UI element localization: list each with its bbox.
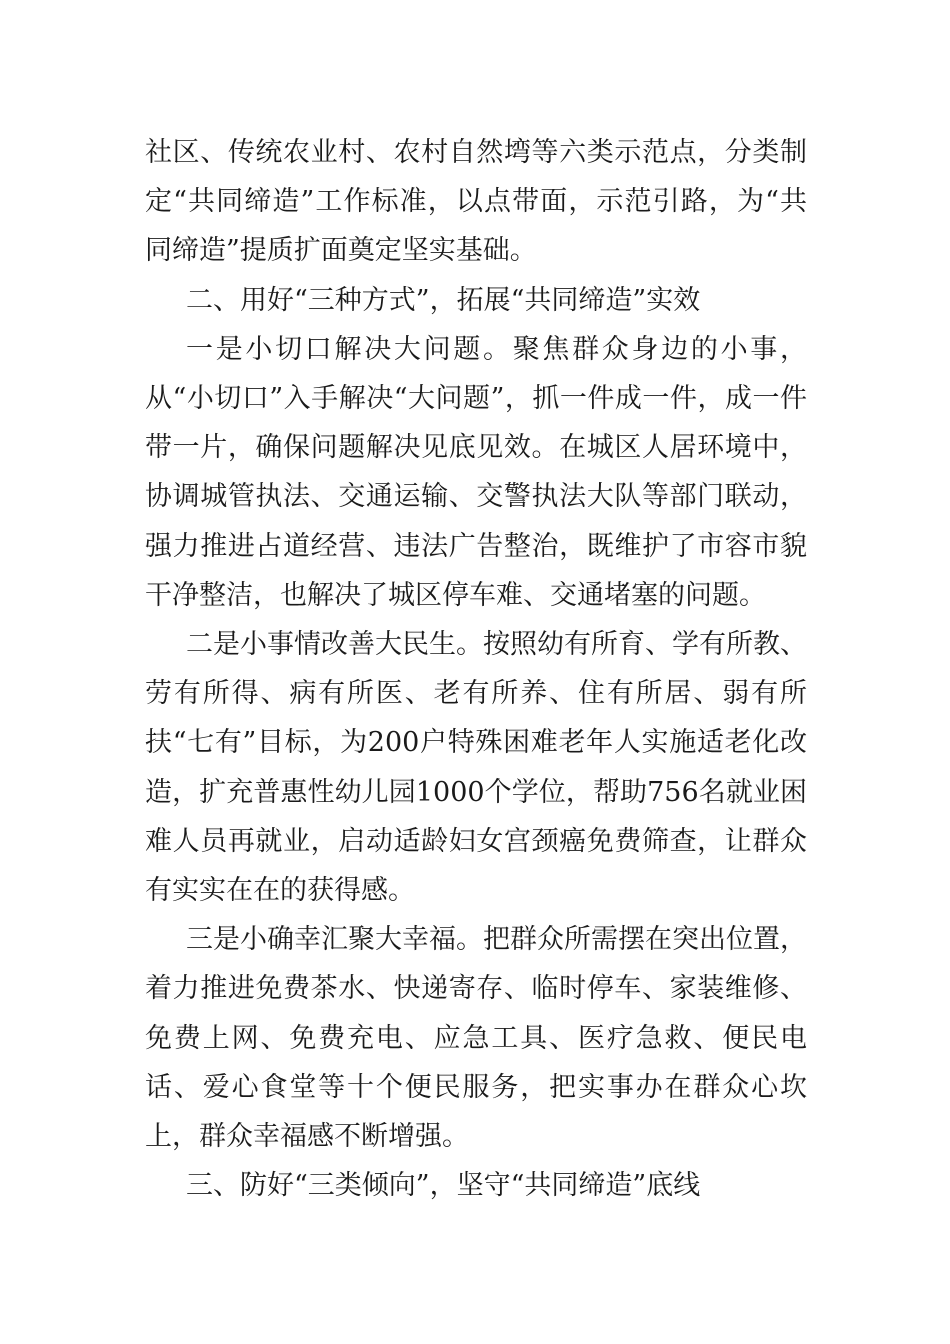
paragraph-point-one: 一是小切口解决大问题。聚焦群众身边的小事，从“小切口”入手解决“大问题”，抓一件成一件，成一件带一片，确保问题解决见底见效。在城区人居环境中，协调城管执法、交通运输、交警执法大队等部门联动，强力推进占道经营、违法广告整治，既维护了市容市貌干净整洁，也解决了城区停车难、交通堵塞的问题。 (145, 333, 807, 611)
paragraph-point-two: 二是小事情改善大民生。按照幼有所育、学有所教、劳有所得、病有所医、老有所养、住有所居、弱有所扶“七有”目标，为200户特殊困难老年人实施适老化改造，扩充普惠性幼儿园1000个学位，帮助756名就业困难人员再就业，启动适龄妇女宫颈癌免费筛查，让群众有实实在在的获得感。 (145, 629, 807, 907)
section-heading-two: 二、用好“三种方式”，拓展“共同缔造”实效 (186, 284, 701, 316)
document-body (145, 128, 807, 1210)
section-heading-three: 三、防好“三类倾向”，坚守“共同缔造”底线 (186, 1170, 701, 1202)
paragraph-continuation: 社区、传统农业村、农村自然塆等六类示范点，分类制定“共同缔造”工作标准，以点带面，示范引路，为“共同缔造”提质扩面奠定坚实基础。 (145, 137, 807, 267)
paragraph-point-three: 三是小确幸汇聚大幸福。把群众所需摆在突出位置，着力推进免费茶水、快递寄存、临时停车、家装维修、免费上网、免费充电、应急工具、医疗急救、便民电话、爱心食堂等十个便民服务，把实事办在群众心坎上，群众幸福感不断增强。 (145, 924, 807, 1153)
